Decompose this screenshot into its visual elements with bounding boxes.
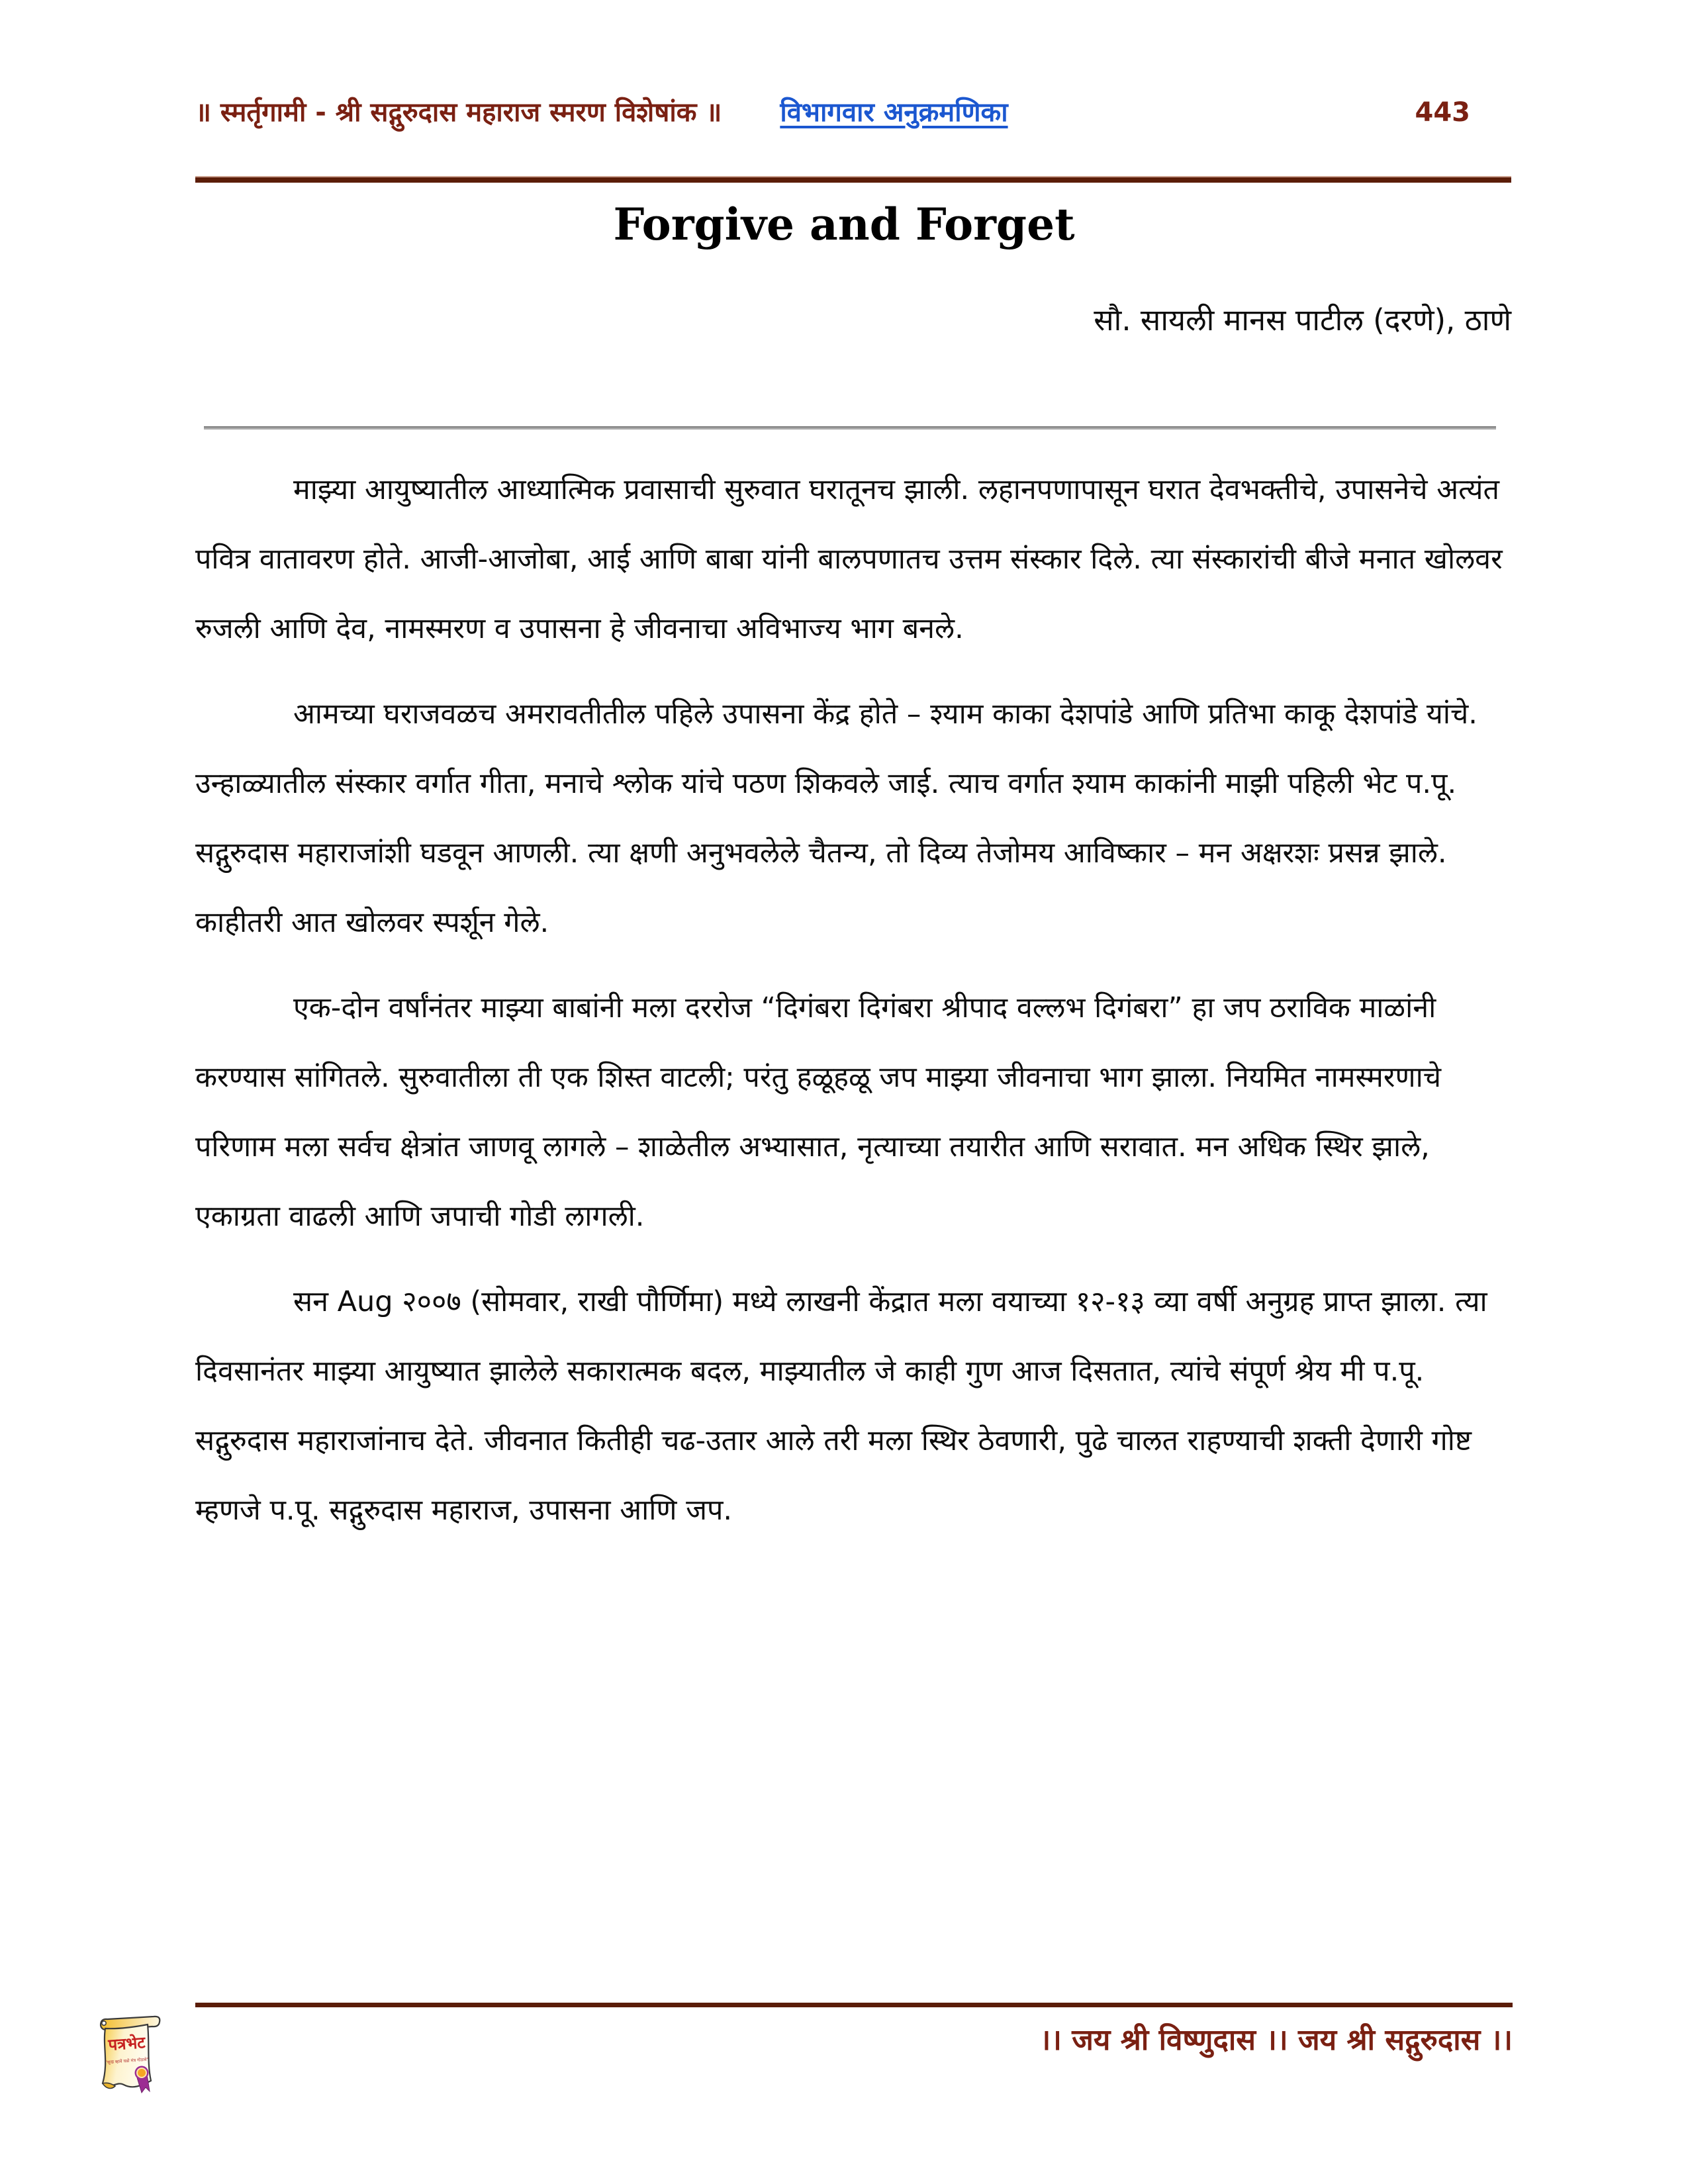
article-body	[195, 455, 1511, 1561]
title-divider	[204, 426, 1496, 430]
section-index-link[interactable]: विभागवार अनुक्रमणिका	[780, 97, 1008, 128]
header-rule	[195, 176, 1511, 183]
patrabhet-scroll-logo-icon	[93, 2015, 165, 2102]
page-number: 443	[1415, 97, 1470, 128]
page-header	[195, 94, 1511, 131]
logo-tagline: "सुख व्हावे घडो मंत्र गोठावे"	[105, 2056, 149, 2066]
paragraph-2: आमच्या घराजवळच अमरावतीतील पहिले उपासना केंद्र होते – श्याम काका देशपांडे आणि प्रतिभा काकू देशपांडे यांचे. उन्हाळ्यातील संस्कार वर्गात गीता, मनाचे श्लोक यांचे पठण शिकवले जाई. त्याच वर्गात श्याम काकांनी माझी पहिली भेट प.पू. सद्गुरुदास महाराजांशी घडवून आणली. त्या क्षणी अनुभवलेले चैतन्य, तो दिव्य तेजोमय आविष्कार – मन अक्षरशः प्रसन्न झाले. काहीतरी आत खोलवर स्पर्शून गेले.	[195, 698, 1477, 939]
article-title: Forgive and Forget	[613, 199, 1075, 250]
paragraph-3: एक-दोन वर्षांनंतर माझ्या बाबांनी मला दररोज “दिगंबरा दिगंबरा श्रीपाद वल्लभ दिगंबरा” हा जप ठराविक माळांनी करण्यास सांगितले. सुरुवातीला ती एक शिस्त वाटली; परंतु हळूहळू जप माझ्या जीवनाचा भाग झाला. नियमित नामस्मरणाचे परिणाम मला सर्वच क्षेत्रांत जाणवू लागले – शाळेतील अभ्यासात, नृत्याच्या तयारीत आणि सरावात. मन अधिक स्थिर झाले, एकाग्रता वाढली आणि जपाची गोडी लागली.	[195, 991, 1442, 1233]
footer-rule	[195, 2003, 1513, 2007]
paragraph-1: माझ्या आयुष्यातील आध्यात्मिक प्रवासाची सुरुवात घरातूनच झाली. लहानपणापासून घरात देवभक्तीचे, उपासनेचे अत्यंत पवित्र वातावरण होते. आजी-आजोबा, आई आणि बाबा यांनी बालपणातच उत्तम संस्कार दिले. त्या संस्कारांची बीजे मनात खोलवर रुजली आणि देव, नामस्मरण व उपासना हे जीवनाचा अविभाज्य भाग बनले.	[195, 473, 1503, 645]
article-author: सौ. सायली मानस पाटील (दरणे), ठाणे	[1094, 302, 1511, 338]
paragraph-4: सन Aug २००७ (सोमवार, राखी पौर्णिमा) मध्ये लाखनी केंद्रात मला वयाच्या १२-१३ व्या वर्षी अनुग्रह प्राप्त झाला. त्या दिवसानंतर माझ्या आयुष्यात झालेले सकारात्मक बदल, माझ्यातील जे काही गुण आज दिसतात, त्यांचे संपूर्ण श्रेय मी प.पू. सद्गुरुदास महाराजांनाच देते. जीवनात कितीही चढ-उतार आले तरी मला स्थिर ठेवणारी, पुढे चालत राहण्याची शक्ती देणारी गोष्ट म्हणजे प.पू. सद्गुरुदास महाराज, उपासना आणि जप.	[195, 1285, 1487, 1527]
masthead-title: ॥ स्मर्तृगामी - श्री सद्गुरुदास महाराज स्मरण विशेषांक ॥	[195, 97, 722, 128]
footer-blessing: ।। जय श्री विष्णुदास ।। जय श्री सद्गुरुदास ।।	[1039, 2023, 1513, 2057]
logo-title: पत्रभेट	[107, 2033, 146, 2054]
